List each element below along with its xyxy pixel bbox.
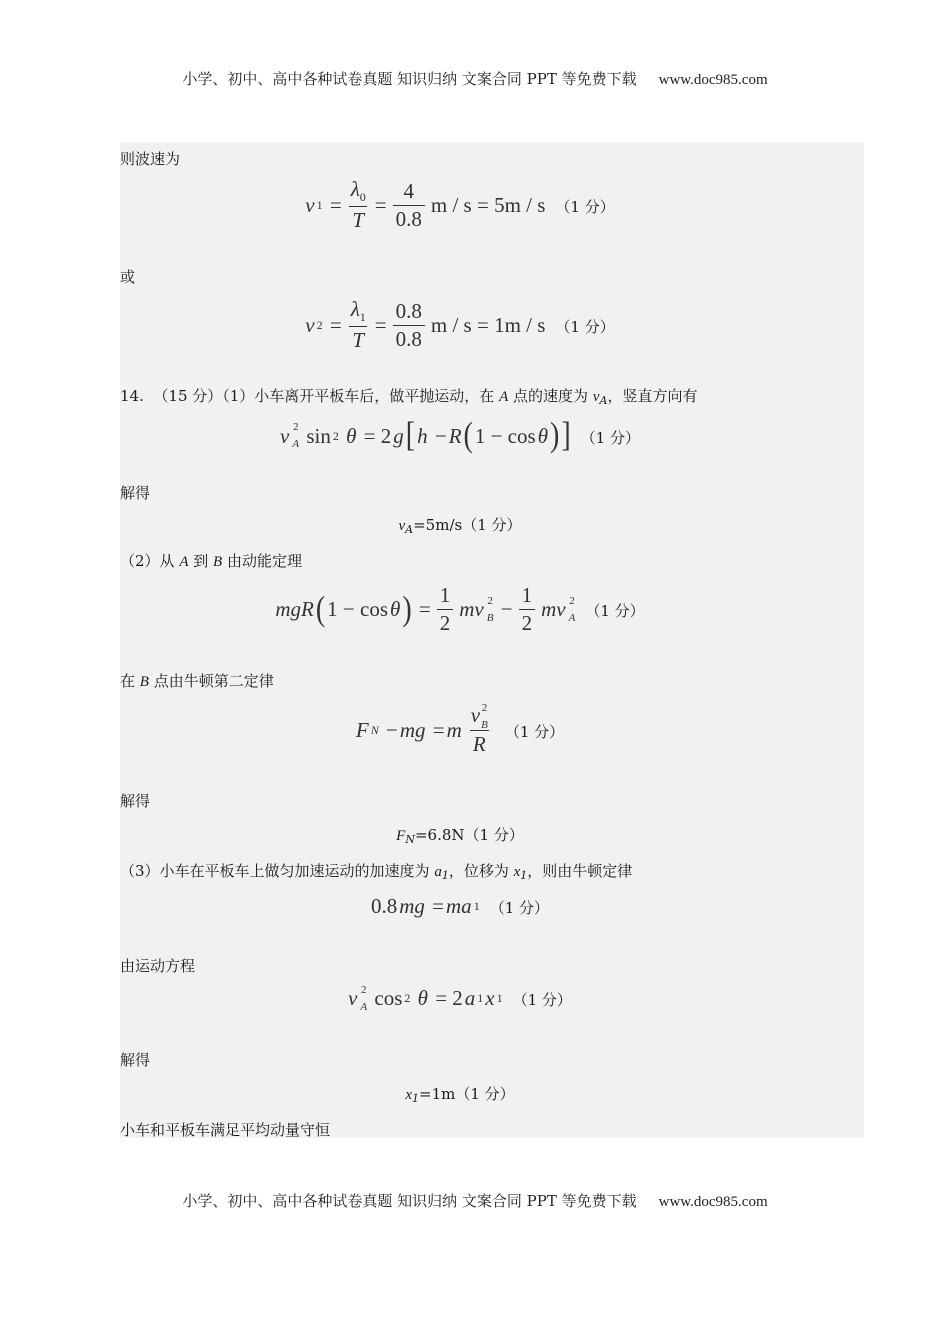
equation-newton: F N − mg = m v 2 B R （1 分） — [355, 702, 565, 757]
result-x1: $x_1=1m(1$ 分） — [405, 1085, 515, 1105]
score-mark: （1 分） — [555, 317, 615, 336]
solve-label-2: 解得 — [120, 792, 151, 810]
or-label: 或 — [120, 268, 136, 286]
wave-speed-intro: 则波速为 — [120, 150, 181, 168]
solve-label-3: 解得 — [120, 1051, 151, 1069]
equation-v2: v 2 = $\frac{\lambda_1}{T}$ = $\frac{0.8}{0.8}$ m / s = 1m / s （1 分） — [305, 297, 615, 353]
motion-equation-intro: 由运动方程 — [120, 957, 196, 975]
question-14-intro: 14. （15 分）（1）小车离开平板车后，做平抛运动，在 A 点的速度为 $v_A$，竖直方向有 — [120, 387, 698, 407]
score-mark: （1 分） — [504, 722, 565, 741]
header-text: 小学、初中、高中各种试卷真题 知识归纳 文案合同 PPT 等免费下载 — [182, 70, 637, 88]
score-mark: （1 分） — [512, 991, 572, 1009]
result-va: $v_A=5m/s(1$ 分） — [398, 516, 522, 536]
footer-text: 小学、初中、高中各种试卷真题 知识归纳 文案合同 PPT 等免费下载 — [182, 1192, 637, 1210]
part-2-intro: （2）从 A 到 B 由动能定理 — [120, 552, 302, 570]
header-site[interactable]: www.doc985.com — [658, 72, 768, 88]
page-header — [0, 68, 950, 89]
part-3-intro: （3）小车在平板车上做匀加速运动的加速度为 $a_1$，位移为 $x_1$，则由牛顿定律 — [120, 862, 633, 882]
solve-label-1: 解得 — [120, 484, 151, 502]
footer-site[interactable]: www.doc985.com — [658, 1194, 768, 1210]
score-mark: （1 分） — [555, 197, 615, 216]
score-mark: （1 分） — [489, 899, 549, 917]
equation-accel: 0.8 mg = ma 1 （1 分） — [371, 894, 549, 918]
newton-intro: 在 B 点由牛顿第二定律 — [120, 672, 274, 690]
result-fn: $F_N=6.8N(1$ 分） — [396, 826, 524, 846]
momentum-line: 小车和平板车满足平均动量守恒 — [120, 1121, 331, 1139]
equation-energy: mgR ( 1 − cos θ ) = $\frac{1}{2}$ mv 2 B − $\frac{1}{2}$ mv 2 A （1 分） — [275, 583, 645, 636]
equation-motion: v 2 A cos 2 θ = 2 a 1 x 1 （1 分） — [348, 983, 572, 1013]
equation-vertical: v 2 A sin 2 θ = 2 g [ h − R ( 1 − cos θ ) ] （1 分） — [280, 416, 640, 455]
page-footer — [0, 1190, 950, 1211]
equation-v1: v 1 = $\frac{\lambda_0}{T}$ = $\frac{4}{0.8}$ m / s = 5m / s （1 分） — [305, 177, 615, 233]
score-mark: （1 分） — [585, 602, 645, 621]
score-mark: （1 分） — [580, 428, 640, 447]
